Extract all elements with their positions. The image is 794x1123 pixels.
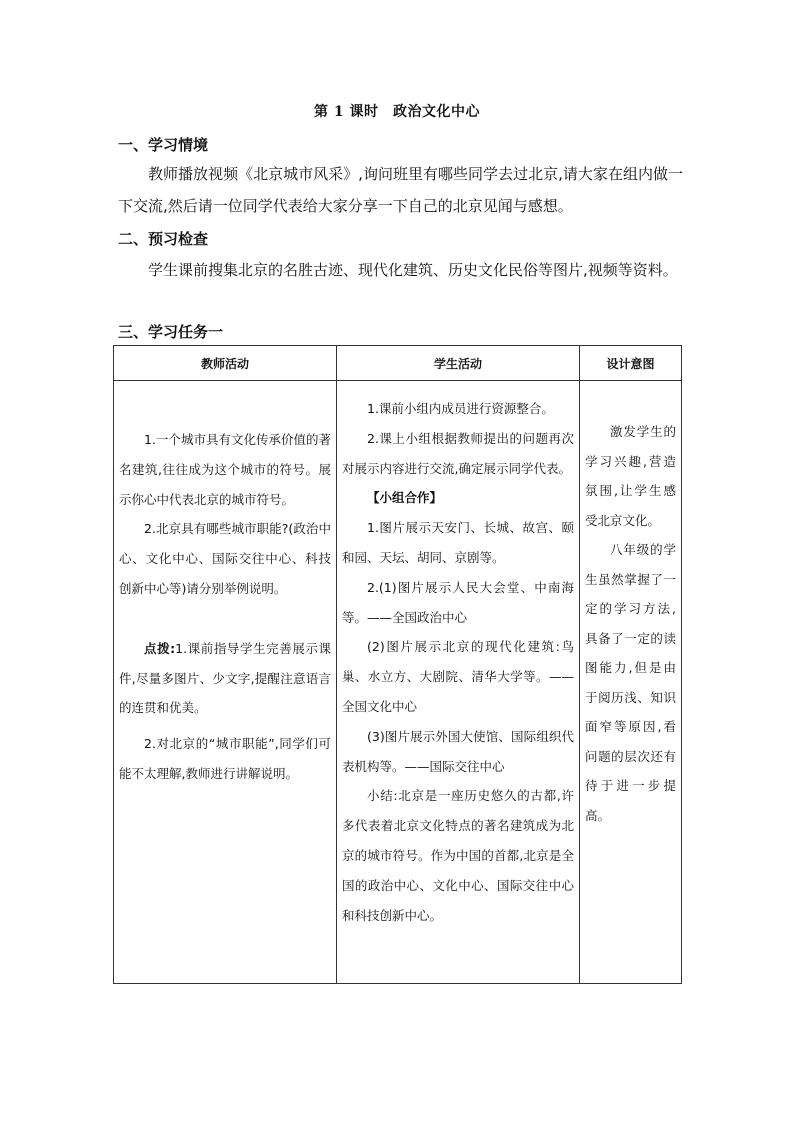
teacher-item-4: 2.对北京的“城市职能”,同学们可能不太理解,教师进行讲解说明。 [119,736,331,781]
section-body-learning-context: 教师播放视频《北京城市风采》,询问班里有哪些同学去过北京,请大家在组内做一下交流,然后请一位同学代表给大家分享一下自己的北京见闻与感想。 [118,165,683,215]
tip-text: 1.课前指导学生完善展示课件,尽量多图片、少文字,提醒注意语言的连贯和优美。 [119,640,331,716]
table-header-row [114,346,682,381]
design-intent-cell [580,381,682,984]
lesson-table [113,345,682,984]
design-item-1: 激发学生的学习兴趣,营造氛围,让学生感受北京文化。 [585,424,676,528]
student-item-1: 1.课前小组内成员进行资源整合。 [367,401,554,416]
student-item-5: 2.(1)图片展示人民大会堂、中南海等。——全国政治中心 [342,579,574,625]
student-summary: 小结:北京是一座历史悠久的古都,许多代表着北京文化特点的著名建筑成为北京的城市符号。作为中国的首都,北京是全国的政治中心、文化中心、国际交往中心和科技创新中心。 [342,788,574,923]
student-item-4: 1.图片展示天安门、长城、故宫、颐和园、天坛、胡同、京剧等。 [342,520,574,565]
teacher-tip [119,634,331,723]
design-item-2: 八年级的学生虽然掌握了一定的学习方法,具备了一定的读图能力,但是由于阅历浅、知识面窄等原因,看问题的层次还有待于进一步提高。 [585,542,676,823]
header-student-activity: 学生活动 [337,346,580,381]
header-teacher-activity: 教师活动 [114,346,337,381]
section-heading-task-one: 三、学习任务一 [118,323,224,341]
teacher-item-2: 2.北京具有哪些城市职能?(政治中心、文化中心、国际交往中心、科技创新中心等)请分别举例说明。 [119,521,331,596]
section-heading-learning-context: 一、学习情境 [118,136,209,154]
student-item-2: 2.课上小组根据教师提出的问题再次对展示内容进行交流,确定展示同学代表。 [342,430,574,476]
student-item-7: (3)图片展示外国大使馆、国际组织代表机构等。——国际交往中心 [342,728,574,774]
section-heading-preview-check: 二、预习检查 [118,230,209,248]
teacher-activity-cell [114,381,337,984]
student-activity-cell [337,381,580,984]
section-body-preview-check: 学生课前搜集北京的名胜古迹、现代化建筑、历史文化民俗等图片,视频等资料。 [148,261,678,279]
tip-label: 点拨: [144,640,176,656]
table-row [114,381,682,984]
student-item-6: (2)图片展示北京的现代化建筑:鸟巢、水立方、大剧院、清华大学等。——全国文化中心 [342,639,574,714]
group-cooperation-tag: 【小组合作】 [367,490,443,506]
header-design-intent: 设计意图 [580,346,682,381]
teacher-item-1: 1.一个城市具有文化传承价值的著名建筑,往往成为这个城市的符号。展示你心中代表北京的城市符号。 [119,432,331,507]
page-title: 第 1 课时 政治文化中心 [314,104,480,120]
spacer [119,604,331,634]
